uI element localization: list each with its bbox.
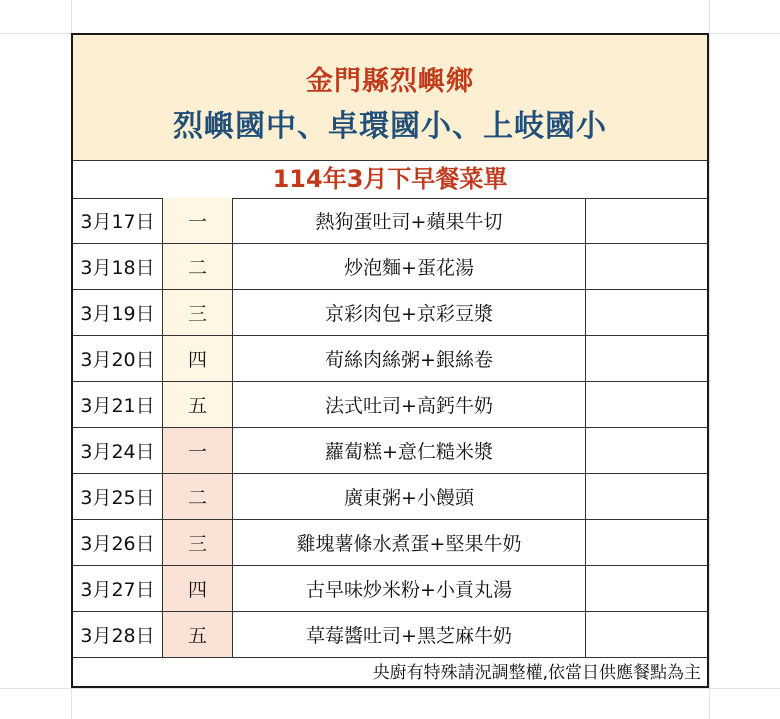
note-cell	[586, 520, 707, 565]
date-cell: 3月28日	[73, 612, 163, 657]
table-row	[73, 566, 707, 612]
note-cell	[586, 244, 707, 289]
menu-cell: 草莓醬吐司+黑芝麻牛奶	[233, 612, 586, 657]
note-cell	[586, 612, 707, 657]
weekday-cell: 二	[163, 244, 233, 289]
weekday-cell: 二	[163, 474, 233, 519]
table-row	[73, 244, 707, 290]
header-block	[73, 35, 707, 161]
menu-cell: 荀絲肉絲粥+銀絲卷	[233, 336, 586, 381]
note-cell	[586, 336, 707, 381]
note-cell	[586, 566, 707, 611]
note-cell	[586, 382, 707, 427]
table-row	[73, 520, 707, 566]
weekday-cell: 一	[163, 428, 233, 473]
table-row	[73, 612, 707, 658]
note-cell	[586, 428, 707, 473]
weekday-cell: 四	[163, 566, 233, 611]
gridline	[0, 688, 780, 689]
weekday-cell: 一	[163, 198, 233, 243]
menu-cell: 熱狗蛋吐司+蘋果牛切	[233, 198, 586, 243]
note-cell	[586, 290, 707, 335]
weekday-cell: 三	[163, 290, 233, 335]
date-cell: 3月26日	[73, 520, 163, 565]
menu-cell: 京彩肉包+京彩豆漿	[233, 290, 586, 335]
menu-sheet	[71, 33, 709, 688]
menu-cell: 廣東粥+小饅頭	[233, 474, 586, 519]
table-row	[73, 474, 707, 520]
date-cell: 3月21日	[73, 382, 163, 427]
footer-note: 央廚有特殊請況調整權,依當日供應餐點為主	[372, 663, 701, 683]
township-title: 金門縣烈嶼鄉	[306, 66, 474, 97]
menu-cell: 法式吐司+高鈣牛奶	[233, 382, 586, 427]
date-cell: 3月17日	[73, 198, 163, 243]
date-cell: 3月24日	[73, 428, 163, 473]
table-row	[73, 198, 707, 244]
weekday-cell: 三	[163, 520, 233, 565]
table-row	[73, 336, 707, 382]
date-cell: 3月27日	[73, 566, 163, 611]
date-cell: 3月20日	[73, 336, 163, 381]
weekday-cell: 五	[163, 612, 233, 657]
menu-cell: 雞塊薯條水煮蛋+堅果牛奶	[233, 520, 586, 565]
table-row	[73, 290, 707, 336]
date-cell: 3月25日	[73, 474, 163, 519]
weekday-cell: 五	[163, 382, 233, 427]
gridline	[709, 0, 710, 719]
table-row	[73, 428, 707, 474]
date-cell: 3月19日	[73, 290, 163, 335]
table-row	[73, 382, 707, 428]
menu-cell: 炒泡麵+蛋花湯	[233, 244, 586, 289]
schools-title: 烈嶼國中、卓環國小、上岐國小	[173, 109, 607, 144]
menu-title: 114年3月下早餐菜單	[73, 160, 707, 199]
note-cell	[586, 474, 707, 519]
menu-cell: 蘿蔔糕+意仁糙米漿	[233, 428, 586, 473]
weekday-cell: 四	[163, 336, 233, 381]
note-cell	[586, 198, 707, 243]
date-cell: 3月18日	[73, 244, 163, 289]
menu-cell: 古早味炒米粉+小貢丸湯	[233, 566, 586, 611]
